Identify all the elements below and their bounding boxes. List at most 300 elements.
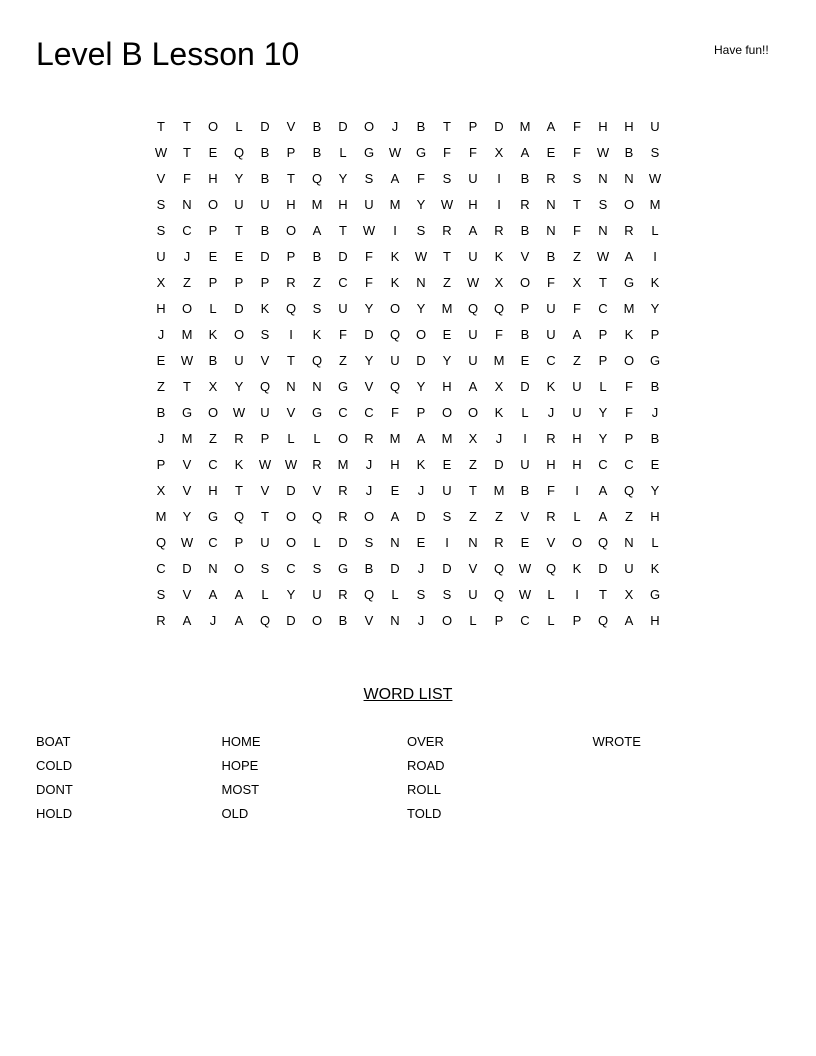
grid-row: [148, 556, 668, 582]
grid-letter: J: [417, 561, 425, 576]
grid-letter: Y: [598, 405, 608, 420]
grid-letter: C: [156, 561, 166, 576]
grid-letter: X: [494, 145, 504, 160]
grid-letter: Q: [259, 379, 271, 394]
grid-letter: O: [441, 405, 453, 420]
grid-letter: W: [596, 145, 610, 160]
grid-letter: B: [208, 353, 218, 368]
grid-letter: A: [390, 171, 400, 186]
grid-letter: V: [364, 613, 374, 628]
grid-letter: U: [546, 327, 556, 342]
grid-letter: W: [362, 223, 376, 238]
grid-letter: B: [520, 327, 530, 342]
grid-letter: X: [208, 379, 218, 394]
grid-letter: G: [311, 405, 323, 420]
grid-letter: Y: [442, 353, 452, 368]
grid-letter: T: [235, 483, 243, 498]
grid-letter: J: [157, 431, 165, 446]
grid-row: [148, 218, 668, 244]
grid-letter: O: [623, 353, 635, 368]
grid-letter: O: [363, 509, 375, 524]
grid-letter: N: [286, 379, 296, 394]
grid-row: [148, 478, 668, 504]
grid-letter: W: [648, 171, 662, 186]
grid-letter: E: [442, 457, 452, 472]
grid-letter: F: [365, 249, 373, 264]
grid-letter: N: [390, 535, 400, 550]
grid-letter: M: [155, 509, 167, 524]
word-list-item: HOLD: [36, 806, 73, 821]
grid-letter: P: [286, 249, 296, 264]
grid-letter: H: [442, 379, 452, 394]
grid-letter: Z: [157, 379, 165, 394]
grid-letter: E: [442, 327, 452, 342]
grid-letter: D: [286, 613, 296, 628]
grid-letter: F: [573, 301, 581, 316]
word-search-grid: [148, 114, 668, 634]
grid-letter: G: [181, 405, 193, 420]
grid-letter: L: [573, 509, 581, 524]
grid-letter: O: [467, 405, 479, 420]
grid-letter: M: [389, 431, 401, 446]
grid-letter: D: [286, 483, 296, 498]
grid-letter: O: [207, 197, 219, 212]
word-list-item: COLD: [36, 758, 73, 773]
grid-letter: O: [233, 561, 245, 576]
word-list-item: OVER: [407, 734, 444, 749]
grid-letter: P: [598, 353, 608, 368]
grid-letter: B: [260, 145, 270, 160]
grid-letter: K: [208, 327, 218, 342]
grid-letter: Q: [233, 509, 245, 524]
grid-letter: U: [260, 535, 270, 550]
grid-letter: S: [364, 535, 374, 550]
grid-letter: L: [547, 613, 555, 628]
grid-letter: Q: [597, 535, 609, 550]
grid-row: [148, 322, 668, 348]
grid-letter: T: [183, 145, 191, 160]
grid-letter: W: [518, 561, 532, 576]
grid-letter: N: [598, 223, 608, 238]
grid-letter: M: [181, 327, 193, 342]
grid-letter: N: [208, 561, 218, 576]
grid-letter: Z: [495, 509, 503, 524]
grid-letter: U: [572, 379, 582, 394]
grid-row: [148, 582, 668, 608]
grid-letter: Z: [443, 275, 451, 290]
page-title: Level B Lesson 10: [36, 36, 300, 72]
grid-letter: F: [417, 171, 425, 186]
grid-letter: U: [442, 483, 452, 498]
grid-letter: G: [649, 353, 661, 368]
grid-letter: J: [157, 327, 165, 342]
grid-letter: X: [572, 275, 582, 290]
grid-letter: Q: [467, 301, 479, 316]
grid-letter: L: [391, 587, 399, 602]
grid-letter: F: [573, 119, 581, 134]
grid-letter: T: [599, 275, 607, 290]
grid-letter: A: [312, 223, 322, 238]
grid-letter: K: [572, 561, 582, 576]
grid-letter: P: [234, 275, 244, 290]
grid-letter: A: [624, 249, 634, 264]
grid-letter: U: [364, 197, 374, 212]
grid-letter: H: [572, 431, 582, 446]
grid-letter: W: [154, 145, 168, 160]
grid-letter: J: [391, 119, 399, 134]
grid-letter: W: [388, 145, 402, 160]
grid-letter: A: [208, 587, 218, 602]
grid-letter: H: [624, 119, 634, 134]
grid-letter: R: [494, 535, 504, 550]
grid-letter: D: [520, 379, 530, 394]
grid-letter: F: [495, 327, 503, 342]
grid-letter: M: [441, 431, 453, 446]
grid-letter: R: [286, 275, 296, 290]
grid-letter: A: [624, 613, 634, 628]
grid-letter: V: [182, 587, 192, 602]
grid-letter: A: [416, 431, 426, 446]
grid-letter: Q: [493, 587, 505, 602]
grid-letter: M: [441, 301, 453, 316]
grid-letter: T: [339, 223, 347, 238]
grid-letter: S: [260, 327, 270, 342]
grid-letter: P: [572, 613, 582, 628]
grid-letter: B: [260, 171, 270, 186]
grid-letter: K: [650, 275, 660, 290]
grid-letter: E: [208, 145, 218, 160]
grid-letter: A: [468, 379, 478, 394]
grid-letter: X: [624, 587, 634, 602]
grid-letter: Y: [598, 431, 608, 446]
grid-letter: S: [442, 587, 452, 602]
grid-letter: R: [156, 613, 166, 628]
grid-letter: R: [234, 431, 244, 446]
grid-letter: P: [494, 613, 504, 628]
grid-letter: V: [286, 405, 296, 420]
grid-letter: H: [468, 197, 478, 212]
word-list-item: HOME: [221, 734, 261, 749]
grid-letter: Q: [285, 301, 297, 316]
grid-letter: D: [442, 561, 452, 576]
grid-letter: C: [286, 561, 296, 576]
grid-letter: D: [598, 561, 608, 576]
grid-letter: Z: [209, 431, 217, 446]
grid-letter: D: [364, 327, 374, 342]
grid-letter: B: [364, 561, 374, 576]
grid-letter: N: [546, 223, 556, 238]
grid-row: [148, 504, 668, 530]
grid-letter: A: [520, 145, 530, 160]
grid-letter: B: [624, 145, 634, 160]
grid-letter: H: [338, 197, 348, 212]
grid-letter: P: [416, 405, 426, 420]
grid-letter: T: [287, 171, 295, 186]
grid-letter: L: [339, 145, 347, 160]
grid-row: [148, 166, 668, 192]
grid-letter: R: [546, 171, 556, 186]
grid-letter: I: [523, 431, 527, 446]
word-list-item: BOAT: [36, 734, 71, 749]
grid-letter: R: [442, 223, 452, 238]
grid-letter: Q: [155, 535, 167, 550]
grid-letter: T: [183, 119, 191, 134]
grid-letter: U: [520, 457, 530, 472]
grid-letter: L: [235, 119, 243, 134]
grid-letter: H: [208, 483, 218, 498]
grid-letter: L: [287, 431, 295, 446]
grid-letter: S: [442, 509, 452, 524]
grid-letter: S: [598, 197, 608, 212]
grid-letter: J: [417, 613, 425, 628]
grid-letter: H: [572, 457, 582, 472]
grid-letter: L: [313, 431, 321, 446]
grid-letter: L: [651, 535, 659, 550]
grid-letter: U: [468, 171, 478, 186]
grid-letter: S: [442, 171, 452, 186]
grid-letter: R: [338, 509, 348, 524]
grid-letter: E: [416, 535, 426, 550]
grid-letter: C: [364, 405, 374, 420]
grid-letter: P: [286, 145, 296, 160]
grid-letter: A: [598, 509, 608, 524]
grid-letter: Y: [364, 353, 374, 368]
grid-letter: F: [573, 145, 581, 160]
grid-letter: P: [208, 223, 218, 238]
grid-letter: Q: [363, 587, 375, 602]
grid-letter: V: [286, 119, 296, 134]
grid-letter: A: [182, 613, 192, 628]
grid-letter: V: [182, 483, 192, 498]
grid-letter: B: [650, 431, 660, 446]
grid-letter: Q: [597, 613, 609, 628]
grid-letter: X: [156, 275, 166, 290]
grid-letter: X: [156, 483, 166, 498]
grid-letter: E: [208, 249, 218, 264]
grid-letter: S: [312, 561, 322, 576]
grid-letter: H: [390, 457, 400, 472]
grid-letter: U: [650, 119, 660, 134]
grid-letter: N: [416, 275, 426, 290]
grid-letter: G: [337, 379, 349, 394]
grid-letter: Z: [313, 275, 321, 290]
grid-letter: A: [598, 483, 608, 498]
word-list: [36, 730, 778, 826]
grid-letter: Y: [364, 301, 374, 316]
grid-letter: S: [572, 171, 582, 186]
grid-letter: U: [234, 353, 244, 368]
grid-letter: B: [338, 613, 348, 628]
grid-letter: Q: [311, 353, 323, 368]
grid-letter: L: [521, 405, 529, 420]
grid-letter: K: [390, 249, 400, 264]
grid-letter: C: [182, 223, 192, 238]
grid-letter: A: [234, 613, 244, 628]
grid-letter: A: [572, 327, 582, 342]
word-list-heading-container: [0, 684, 816, 706]
grid-letter: N: [312, 379, 322, 394]
grid-letter: F: [183, 171, 191, 186]
grid-letter: Q: [311, 509, 323, 524]
grid-letter: Y: [416, 301, 426, 316]
word-list-column: [593, 730, 779, 826]
grid-letter: V: [546, 535, 556, 550]
word-list-item: ROAD: [407, 758, 445, 773]
grid-letter: H: [650, 509, 660, 524]
grid-letter: F: [547, 483, 555, 498]
grid-letter: I: [445, 535, 449, 550]
grid-letter: N: [390, 613, 400, 628]
grid-letter: O: [311, 613, 323, 628]
grid-letter: O: [519, 275, 531, 290]
grid-letter: N: [546, 197, 556, 212]
grid-letter: B: [520, 483, 530, 498]
grid-letter: U: [260, 405, 270, 420]
grid-letter: W: [180, 353, 194, 368]
word-list-column: [407, 730, 593, 826]
grid-letter: D: [234, 301, 244, 316]
grid-letter: D: [182, 561, 192, 576]
grid-letter: T: [183, 379, 191, 394]
grid-letter: I: [653, 249, 657, 264]
grid-letter: U: [468, 249, 478, 264]
grid-letter: P: [260, 431, 270, 446]
grid-letter: O: [337, 431, 349, 446]
grid-letter: G: [623, 275, 635, 290]
word-list-item: OLD: [221, 806, 249, 821]
grid-letter: U: [468, 353, 478, 368]
grid-row: [148, 374, 668, 400]
grid-letter: T: [157, 119, 165, 134]
grid-letter: H: [598, 119, 608, 134]
grid-letter: A: [468, 223, 478, 238]
grid-letter: G: [649, 587, 661, 602]
grid-letter: U: [624, 561, 634, 576]
grid-letter: O: [389, 301, 401, 316]
grid-letter: T: [287, 353, 295, 368]
grid-letter: M: [493, 483, 505, 498]
grid-letter: H: [208, 171, 218, 186]
grid-letter: L: [651, 223, 659, 238]
grid-letter: H: [156, 301, 166, 316]
grid-letter: M: [311, 197, 323, 212]
grid-letter: K: [416, 457, 426, 472]
grid-letter: W: [466, 275, 480, 290]
grid-letter: D: [260, 249, 270, 264]
grid-letter: V: [260, 353, 270, 368]
grid-letter: N: [468, 535, 478, 550]
grid-letter: D: [416, 353, 426, 368]
grid-letter: C: [338, 275, 348, 290]
grid-letter: U: [390, 353, 400, 368]
grid-letter: K: [650, 561, 660, 576]
tagline: Have fun!!: [714, 43, 769, 57]
grid-letter: U: [572, 405, 582, 420]
word-list-heading: WORD LIST: [363, 686, 453, 703]
grid-letter: C: [208, 535, 218, 550]
grid-letter: S: [416, 587, 426, 602]
grid-letter: Z: [469, 457, 477, 472]
grid-letter: Y: [416, 379, 426, 394]
grid-letter: U: [156, 249, 166, 264]
grid-letter: C: [208, 457, 218, 472]
grid-letter: C: [598, 457, 608, 472]
grid-letter: O: [285, 535, 297, 550]
grid-letter: J: [183, 249, 191, 264]
grid-letter: F: [625, 405, 633, 420]
grid-letter: P: [624, 431, 634, 446]
grid-letter: J: [495, 431, 503, 446]
grid-letter: K: [260, 301, 270, 316]
grid-letter: U: [468, 587, 478, 602]
grid-letter: U: [312, 587, 322, 602]
grid-letter: U: [234, 197, 244, 212]
grid-letter: L: [313, 535, 321, 550]
grid-letter: J: [547, 405, 555, 420]
grid-letter: I: [289, 327, 293, 342]
grid-letter: O: [285, 509, 297, 524]
grid-letter: V: [520, 249, 530, 264]
grid-letter: G: [207, 509, 219, 524]
grid-letter: X: [494, 379, 504, 394]
grid-letter: C: [546, 353, 556, 368]
grid-letter: O: [233, 327, 245, 342]
grid-letter: O: [285, 223, 297, 238]
grid-letter: V: [312, 483, 322, 498]
grid-letter: D: [338, 119, 348, 134]
grid-letter: P: [234, 535, 244, 550]
word-list-column: [36, 730, 222, 826]
grid-letter: K: [390, 275, 400, 290]
grid-letter: V: [364, 379, 374, 394]
grid-letter: Y: [182, 509, 192, 524]
grid-letter: N: [598, 171, 608, 186]
grid-letter: R: [546, 431, 556, 446]
grid-letter: V: [182, 457, 192, 472]
word-list-item: TOLD: [407, 806, 442, 821]
word-list-column: [222, 730, 408, 826]
grid-letter: Z: [339, 353, 347, 368]
grid-letter: Y: [286, 587, 296, 602]
grid-letter: V: [260, 483, 270, 498]
grid-letter: P: [208, 275, 218, 290]
grid-letter: Q: [389, 379, 401, 394]
grid-letter: B: [156, 405, 166, 420]
grid-letter: P: [598, 327, 608, 342]
grid-letter: Q: [493, 561, 505, 576]
grid-letter: P: [468, 119, 478, 134]
grid-letter: T: [443, 119, 451, 134]
grid-row: [148, 530, 668, 556]
grid-letter: W: [414, 249, 428, 264]
grid-letter: R: [624, 223, 634, 238]
grid-letter: E: [520, 353, 530, 368]
grid-letter: J: [365, 457, 373, 472]
grid-letter: B: [650, 379, 660, 394]
grid-letter: S: [416, 223, 426, 238]
grid-letter: K: [312, 327, 322, 342]
grid-letter: M: [389, 197, 401, 212]
grid-letter: I: [393, 223, 397, 238]
grid-letter: U: [260, 197, 270, 212]
grid-letter: Y: [650, 483, 660, 498]
word-list-item: MOST: [221, 782, 260, 797]
grid-letter: I: [575, 483, 579, 498]
grid-letter: J: [365, 483, 373, 498]
grid-letter: X: [468, 431, 478, 446]
grid-letter: D: [338, 249, 348, 264]
grid-letter: H: [286, 197, 296, 212]
